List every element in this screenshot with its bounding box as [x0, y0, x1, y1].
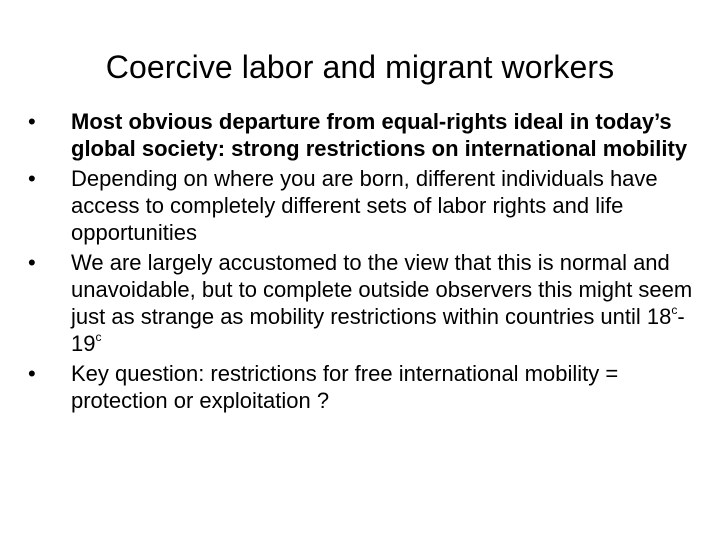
bullet-item-4 — [28, 360, 696, 414]
bullet-marker: • — [28, 361, 36, 386]
bullet-item-2 — [28, 165, 696, 246]
century-superscript: c — [95, 330, 102, 344]
bullet-text — [71, 250, 692, 356]
bullet-text-range: -19 — [71, 304, 685, 356]
bullet-item-3 — [28, 249, 696, 357]
bullet-marker: • — [28, 250, 36, 275]
bullet-text: Most obvious departure from equal-rights ideal in today’s global society: strong restrictions on international mobility — [71, 109, 688, 161]
bullet-text: Depending on where you are born, different individuals have access to completely different sets of labor rights and life opportunities — [71, 166, 658, 245]
bullet-text-main: We are largely accustomed to the view that this is normal and unavoidable, but to complete outside observers this might seem just as strange as mobility restrictions within countries until 18 — [71, 250, 693, 329]
slide-title: Coercive labor and migrant workers — [105, 49, 615, 85]
bullet-list — [28, 108, 696, 417]
bullet-marker: • — [28, 166, 36, 191]
bullet-item-1 — [28, 108, 696, 162]
bullet-marker: • — [28, 109, 36, 134]
bullet-text: Key question: restrictions for free international mobility = protection or exploitation ? — [71, 361, 619, 413]
century-superscript: c — [671, 303, 678, 317]
